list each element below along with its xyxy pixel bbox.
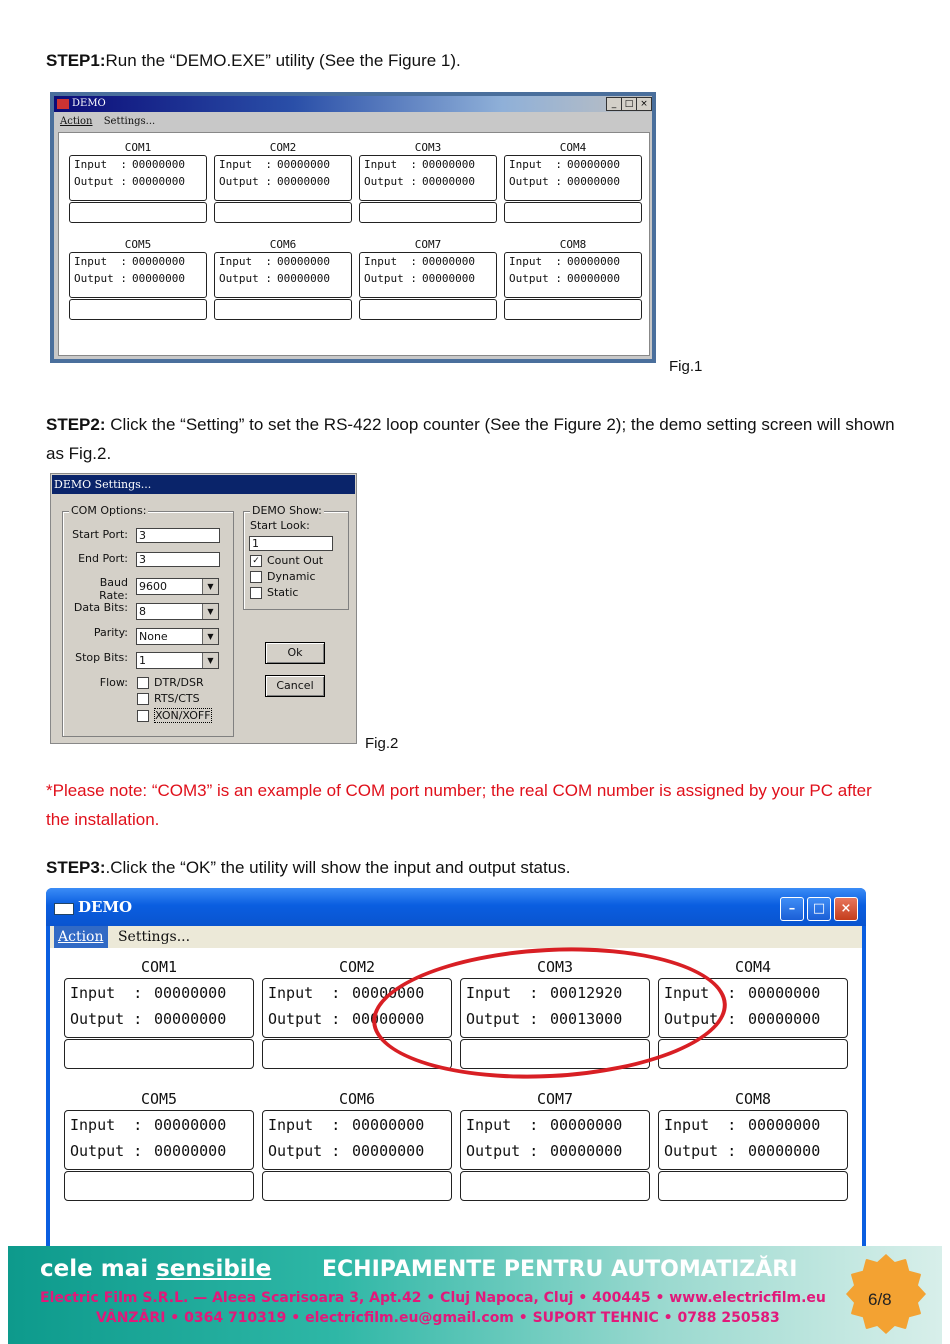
output-label: Output : [509,272,562,285]
step1-text [46,46,461,75]
com-name: COM7 [536,1090,574,1108]
show-option-0[interactable] [250,554,323,567]
output-row [215,270,351,287]
output-value: 00000000 [132,175,185,188]
com-counter-box [64,978,254,1038]
com-name: COM8 [734,1090,772,1108]
output-label: Output : [219,272,272,285]
output-row [65,1139,253,1163]
data-bits-label: Data Bits: [73,601,128,614]
output-row [659,1139,847,1163]
dialog-title: DEMO Settings... [52,475,355,494]
chevron-down-icon[interactable]: ▼ [202,604,218,619]
checkbox-label: Static [267,586,299,599]
input-value: 00012920 [550,984,623,1002]
output-row [360,173,496,190]
flow-option-0[interactable] [137,676,204,689]
flow-option-2[interactable] [137,708,212,723]
com-name: COM1 [124,141,152,154]
output-row [215,173,351,190]
show-option-1[interactable] [250,570,316,583]
com-counter-box [69,252,207,298]
input-row [505,253,641,270]
footer-banner [8,1246,942,1344]
com-counter-box [64,1110,254,1170]
menu-action[interactable]: Action [54,926,108,948]
output-row [360,270,496,287]
footer-address: Electric Film S.R.L. — Aleea Scarisoara 3, Apt.42 • Cluj Napoca, Cluj • 400445 • www.electricfilm.eu [40,1290,826,1306]
output-row [70,270,206,287]
output-row [505,173,641,190]
com-name: COM5 [140,1090,178,1108]
com-panel [214,141,352,223]
com-counter-box [69,155,207,201]
output-label: Output : [74,272,127,285]
input-label: Input : [268,984,341,1002]
show-option-2[interactable] [250,586,298,599]
input-value: 00000000 [550,1116,623,1134]
com-panel [504,238,642,320]
input-value: 00000000 [422,255,475,268]
input-value: 00000000 [132,255,185,268]
output-label: Output : [466,1142,539,1160]
input-value: 00000000 [748,984,821,1002]
input-value: 00000000 [422,158,475,171]
com-counter-box [214,155,352,201]
output-value: 00000000 [154,1010,227,1028]
com-panel [460,1088,650,1201]
footer-slogan [40,1256,271,1282]
step1-body: Run the “DEMO.EXE” utility (See the Figure 1). [105,51,461,70]
demo-show-caption: DEMO Show: [252,504,322,517]
checkbox-icon[interactable] [250,587,262,599]
fig1-caption: Fig.1 [669,358,703,375]
output-label: Output : [664,1010,737,1028]
fig1-title: DEMO [72,98,106,109]
output-label: Output : [268,1142,341,1160]
fig3-title: DEMO [78,898,133,916]
checkbox-label: XON/XOFF [155,709,211,722]
stop-bits-label: Stop Bits: [75,651,128,664]
output-value: 00013000 [550,1010,623,1028]
com-panel [359,238,497,320]
output-value: 00000000 [550,1142,623,1160]
parity-value: None [139,630,168,643]
com-counter-box [359,252,497,298]
com-status-box [64,1171,254,1201]
com-status-box [504,299,642,320]
checkbox-icon[interactable] [137,693,149,705]
input-value: 00000000 [352,984,425,1002]
input-label: Input : [268,1116,341,1134]
com-panel [658,1088,848,1201]
input-label: Input : [664,1116,737,1134]
step3-body: .Click the “OK” the utility will show the input and output status. [105,858,571,877]
chevron-down-icon[interactable]: ▼ [202,653,218,668]
com-name: COM1 [140,958,178,976]
close-icon[interactable]: × [834,897,858,921]
output-value: 00000000 [154,1142,227,1160]
com-counter-box [359,155,497,201]
com-panel [262,1088,452,1201]
step2-label: STEP2: [46,415,106,434]
output-label: Output : [268,1010,341,1028]
com-note: *Please note: “COM3” is an example of COM port number; the real COM number is assigned by your PC after the installation. [46,781,872,829]
com-status-box [359,299,497,320]
output-value: 00000000 [748,1142,821,1160]
parity-select[interactable] [136,628,219,645]
baud-rate-select[interactable] [136,578,219,595]
checkbox-icon[interactable]: ✓ [250,555,262,567]
output-row [461,1139,649,1163]
com-counter-box [658,1110,848,1170]
output-label: Output : [364,272,417,285]
com-status-box [504,202,642,223]
input-label: Input : [364,255,417,268]
parity-label: Parity: [93,626,128,639]
start-port-label: Start Port: [72,528,128,541]
com-name: COM3 [414,141,442,154]
input-label: Input : [70,984,143,1002]
input-row [461,1113,649,1137]
com-name: COM2 [338,958,376,976]
start-look-label: Start Look: [250,519,310,532]
checkbox-label: RTS/CTS [154,692,200,705]
output-value: 00000000 [277,175,330,188]
slogan-part-b: sensibile [156,1256,272,1282]
fig3-titlebar [46,888,866,926]
input-label: Input : [74,158,127,171]
output-value: 00000000 [567,175,620,188]
com-name: COM7 [414,238,442,251]
com-status-box [64,1039,254,1069]
baud-rate-label: Baud Rate: [99,576,128,602]
footer-contact: VÂNZĂRI • 0364 710319 • electricfilm.eu@gmail.com • SUPORT TEHNIC • 0788 250583 [96,1310,780,1326]
input-value: 00000000 [567,158,620,171]
com-status-box [658,1171,848,1201]
menu-settings[interactable]: Settings... [117,929,191,945]
close-icon[interactable]: × [636,97,652,111]
output-value: 00000000 [277,272,330,285]
com-name: COM8 [559,238,587,251]
output-label: Output : [664,1142,737,1160]
com-counter-box [504,252,642,298]
input-label: Input : [664,984,737,1002]
input-value: 00000000 [352,1116,425,1134]
output-label: Output : [509,175,562,188]
output-label: Output : [219,175,272,188]
com-status-box [359,202,497,223]
checkbox-icon[interactable] [137,677,149,689]
com-name: COM2 [269,141,297,154]
output-value: 00000000 [567,272,620,285]
com-status-box [69,299,207,320]
window-icon [54,903,74,915]
com-panel [214,238,352,320]
output-row [70,173,206,190]
com-status-box [214,202,352,223]
maximize-icon[interactable]: □ [807,897,831,921]
com-panel [64,1088,254,1201]
fig3-menubar [50,926,862,948]
fig1-client [58,132,650,356]
checkbox-label: Count Out [267,554,324,567]
input-label: Input : [219,158,272,171]
input-row [215,156,351,173]
minimize-icon[interactable]: _ [606,97,622,111]
footer-headline: ECHIPAMENTE PENTRU AUTOMATIZĂRI [322,1257,798,1282]
com-status-box [262,1171,452,1201]
input-value: 00000000 [277,255,330,268]
input-label: Input : [509,255,562,268]
input-row [263,1113,451,1137]
fig1-menubar [54,114,652,130]
com-counter-box [262,1110,452,1170]
checkbox-label: DTR/DSR [154,676,204,689]
input-row [65,981,253,1005]
com-panel [64,956,254,1069]
input-row [360,156,496,173]
chevron-down-icon[interactable]: ▼ [202,629,218,644]
page-number: 6/8 [868,1290,892,1309]
com-status-box [214,299,352,320]
output-label: Output : [74,175,127,188]
output-row [263,1139,451,1163]
checkbox-label: Dynamic [267,570,316,583]
com-counter-box [504,155,642,201]
com-panel [359,141,497,223]
output-value: 00000000 [352,1010,425,1028]
checkbox-icon[interactable] [137,710,149,722]
output-label: Output : [364,175,417,188]
slogan-part-a: cele mai [40,1256,157,1282]
checkbox-icon[interactable] [250,571,262,583]
end-port-field[interactable]: 3 [136,552,220,567]
input-row [505,156,641,173]
flow-label: Flow: [99,676,128,689]
data-bits-value: 8 [139,605,146,618]
com-name: COM4 [734,958,772,976]
input-value: 00000000 [154,1116,227,1134]
app-icon [57,99,69,109]
input-label: Input : [364,158,417,171]
input-row [70,156,206,173]
output-value: 00000000 [748,1010,821,1028]
minimize-icon[interactable]: – [780,897,804,921]
output-label: Output : [70,1010,143,1028]
step2-text [46,410,906,468]
baud-rate-value: 9600 [139,580,167,593]
flow-option-1[interactable] [137,692,200,705]
input-row [70,253,206,270]
output-label: Output : [70,1142,143,1160]
com-panel [69,141,207,223]
com-name: COM6 [338,1090,376,1108]
step3-label: STEP3: [46,858,106,877]
output-value: 00000000 [422,175,475,188]
chevron-down-icon[interactable]: ▼ [202,579,218,594]
input-row [215,253,351,270]
com-status-box [69,202,207,223]
com-name: COM4 [559,141,587,154]
fig1-window [50,92,656,363]
input-value: 00000000 [748,1116,821,1134]
step2-body: Click the “Setting” to set the RS-422 loop counter (See the Figure 2); the demo setting screen will shown as Fig.2. [46,415,895,463]
com-name: COM3 [536,958,574,976]
input-label: Input : [70,1116,143,1134]
cancel-button[interactable]: Cancel [265,675,325,697]
output-label: Output : [466,1010,539,1028]
fig2-caption: Fig.2 [365,735,399,752]
input-value: 00000000 [132,158,185,171]
input-label: Input : [509,158,562,171]
com-panel [504,141,642,223]
data-bits-select[interactable] [136,603,219,620]
end-port-label: End Port: [78,552,128,565]
input-label: Input : [219,255,272,268]
input-label: Input : [466,1116,539,1134]
output-value: 00000000 [422,272,475,285]
output-value: 00000000 [132,272,185,285]
input-value: 00000000 [154,984,227,1002]
com-name: COM5 [124,238,152,251]
input-value: 00000000 [567,255,620,268]
input-row [360,253,496,270]
com-name: COM6 [269,238,297,251]
com-counter-box [460,1110,650,1170]
start-port-field[interactable]: 3 [136,528,220,543]
input-label: Input : [74,255,127,268]
com-options-caption: COM Options: [71,504,147,517]
output-row [65,1007,253,1031]
com-panel [69,238,207,320]
com-status-box [460,1171,650,1201]
output-value: 00000000 [352,1142,425,1160]
start-look-field[interactable]: 1 [249,536,333,551]
input-row [65,1113,253,1137]
step3-text [46,853,570,882]
stop-bits-select[interactable] [136,652,219,669]
input-row [659,1113,847,1137]
ok-button[interactable]: Ok [265,642,325,664]
settings-dialog [50,473,357,744]
input-value: 00000000 [277,158,330,171]
input-label: Input : [466,984,539,1002]
step1-label: STEP1: [46,51,106,70]
com-counter-box [214,252,352,298]
menu-action[interactable]: Action [60,116,93,127]
maximize-icon[interactable]: □ [621,97,637,111]
stop-bits-value: 1 [139,654,146,667]
fig1-titlebar [54,96,652,112]
output-row [505,270,641,287]
menu-settings[interactable]: Settings... [103,116,156,127]
